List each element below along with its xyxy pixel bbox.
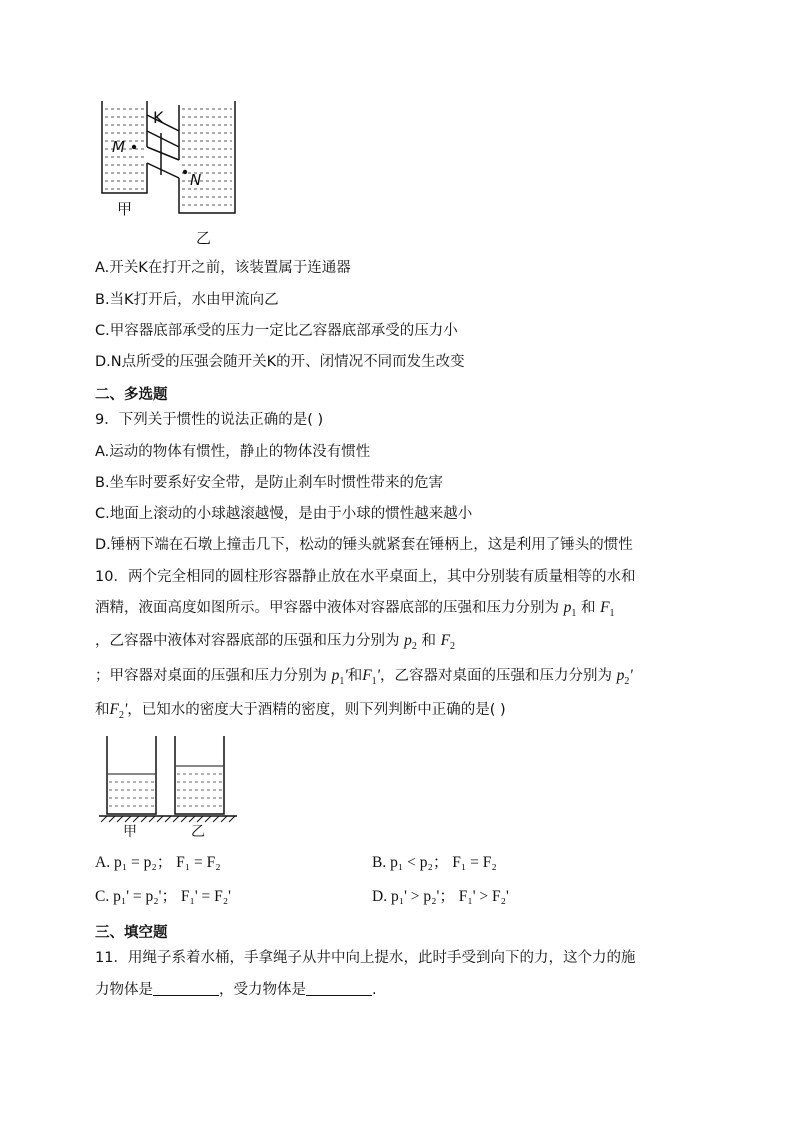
label-m: M	[112, 138, 125, 156]
connected-vessels-figure	[95, 95, 245, 250]
section-fill-blank-title: 三、填空题	[95, 925, 168, 941]
cyl-label-jia: 甲	[123, 824, 137, 840]
q10-line5: 和$F_2'$，已知水的密度大于酒精的密度，则下列判断中正确的是( )	[95, 701, 506, 722]
q10-option-c: C. p₁' = p₂'； F₁' = F₂'	[95, 888, 231, 905]
q10-option-a: A. p₁ = p₂； F₁ = F₂	[95, 854, 221, 871]
q11-blank-1[interactable]	[153, 981, 219, 996]
q11-blank-2[interactable]	[306, 981, 372, 996]
point-n-dot	[183, 170, 187, 174]
point-m-dot	[132, 145, 136, 149]
q10-line2: 酒精，液面高度如图所示。甲容器中液体对容器底部的压强和压力分别为 $p_1$ 和 $F_1$	[95, 599, 615, 620]
q10-option-d: D. p₁' > p₂'； F₁' > F₂'	[372, 888, 509, 905]
label-n: N	[190, 171, 202, 189]
q8-option-d: D.N点所受的压强会随开关K的开、闭情况不同而发生改变	[95, 354, 465, 370]
q8-option-a: A.开关K在打开之前，该装置属于连通器	[95, 260, 351, 276]
q10-line4: ；甲容器对桌面的压强和压力分别为 $p_1'$和$F_1'$，乙容器对桌面的压强和压力分别为 $p_2'$	[95, 667, 633, 688]
q9-option-d: D.锤柄下端在石墩上撞击几下，松动的锤头就紧套在锤柄上，这是利用了锤头的惯性	[95, 537, 633, 553]
label-jia: 甲	[117, 200, 133, 218]
q9-stem: 9．下列关于惯性的说法正确的是( )	[95, 412, 324, 428]
cylinders-figure	[95, 732, 245, 842]
q9-option-a: A.运动的物体有惯性，静止的物体没有惯性	[95, 444, 371, 460]
q10-line1: 10．两个完全相同的圆柱形容器静止放在水平桌面上，其中分别装有质量相等的水和	[95, 569, 636, 585]
q9-option-b: B.坐车时要系好安全带，是防止刹车时惯性带来的危害	[95, 475, 444, 491]
q8-option-b: B.当K打开后，水由甲流向乙	[95, 292, 279, 308]
q8-option-c: C.甲容器底部承受的压力一定比乙容器底部承受的压力小	[95, 323, 458, 339]
label-k: K	[153, 108, 164, 127]
q11-line1: 11．用绳子系着水桶，手拿绳子从井中向上提水，此时手受到向下的力，这个力的施	[95, 950, 636, 966]
q10-option-b: B. p₁ < p₂； F₁ = F₂	[372, 854, 497, 871]
label-yi: 乙	[196, 229, 212, 247]
q10-line3: ，乙容器中液体对容器底部的压强和压力分别为 $p_2$ 和 $F_2$	[95, 632, 456, 653]
q11-line2: 力物体是 ，受力物体是 .	[95, 982, 377, 998]
cyl-label-yi: 乙	[191, 824, 205, 840]
section-multi-choice-title: 二、多选题	[95, 387, 168, 403]
q9-option-c: C.地面上滚动的小球越滚越慢，是由于小球的惯性越来越小	[95, 506, 473, 522]
